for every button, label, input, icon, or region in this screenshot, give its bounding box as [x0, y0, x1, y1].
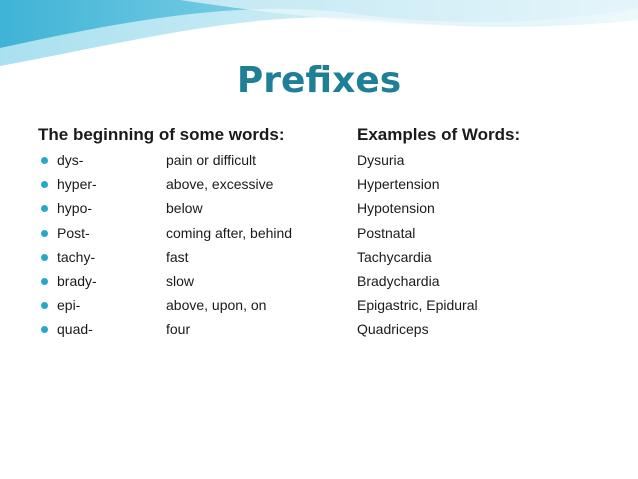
bullet-icon [41, 254, 48, 261]
column-header-prefixes: The beginning of some words: [38, 125, 285, 144]
meaning-text: four [166, 321, 191, 338]
list-item [0, 221, 638, 245]
meaning-text: slow [166, 272, 195, 289]
meaning-text: above, upon, on [166, 297, 267, 314]
prefix-text: hypo- [57, 200, 93, 217]
list-item [0, 317, 638, 341]
prefix-text: tachy- [57, 248, 96, 265]
example-text: Epigastric, Epidural [357, 297, 478, 314]
meaning-text: coming after, behind [166, 224, 293, 241]
bullet-icon [41, 181, 48, 188]
slide-title: Prefixes [236, 60, 402, 101]
bullet-icon [41, 278, 48, 285]
meaning-text: pain or difficult [166, 152, 257, 168]
example-text: Quadriceps [357, 321, 429, 338]
bullet-icon [41, 230, 48, 237]
meaning-text: below [166, 200, 203, 217]
meaning-text: fast [166, 248, 189, 265]
example-text: Hypotension [357, 200, 435, 217]
list-item [0, 245, 638, 269]
list-item [0, 269, 638, 293]
bullet-icon [41, 326, 48, 333]
meaning-text: above, excessive [166, 176, 274, 193]
column-header-examples: Examples of Words: [357, 125, 521, 144]
prefix-text: epi- [57, 297, 81, 314]
example-text: Bradychardia [357, 272, 440, 289]
prefix-text: brady- [57, 272, 97, 289]
example-text: Hypertension [357, 176, 440, 193]
prefix-text: hyper- [57, 176, 97, 193]
bullet-icon [41, 157, 48, 164]
list-item [0, 172, 638, 196]
example-text: Tachycardia [357, 248, 432, 265]
list-item [0, 293, 638, 317]
prefix-list [0, 148, 638, 342]
example-text: Dysuria [357, 152, 405, 168]
bullet-icon [41, 205, 48, 212]
bullet-icon [41, 302, 48, 309]
list-item [0, 148, 638, 172]
prefix-text: Post- [57, 224, 90, 241]
list-item [0, 196, 638, 220]
prefix-text: dys- [57, 152, 84, 168]
prefix-text: quad- [57, 321, 93, 338]
example-text: Postnatal [357, 224, 416, 241]
